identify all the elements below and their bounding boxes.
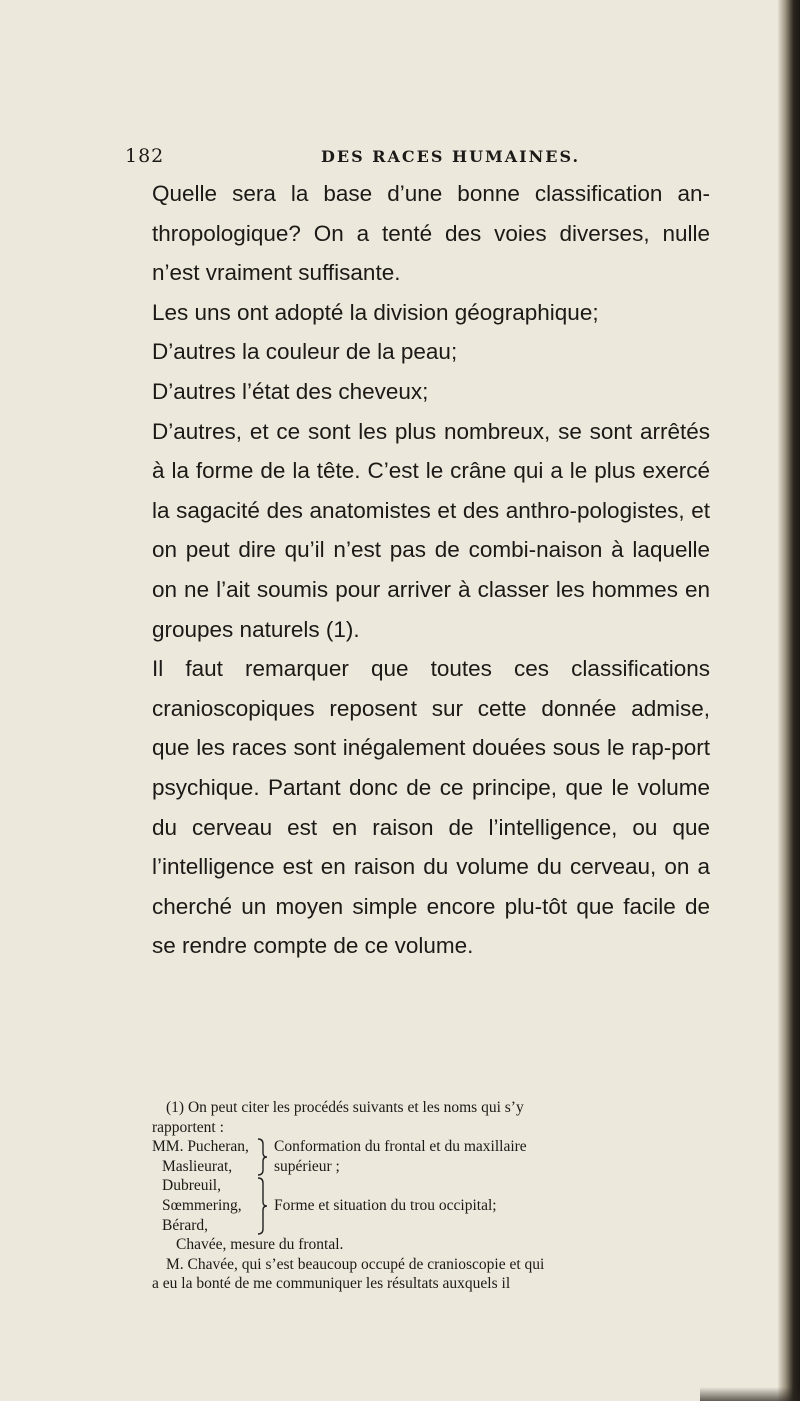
footnote-group-frontal [152, 1137, 714, 1176]
brace-icon [256, 1177, 272, 1235]
author-name: Dubreuil, [162, 1177, 221, 1195]
brace-icon [256, 1138, 272, 1176]
body-text [152, 174, 710, 966]
paragraph: Les uns ont adopté la division géographique; [152, 299, 599, 325]
page-edge-shadow [778, 0, 800, 1401]
paragraph: D’autres, et ce sont les plus nombreux, se sont arrêtés à la forme de la tête. C’est le crâne qui a le plus exercé la sagacité des anatomistes et des anthro-pologistes, et on peut dire qu’il n’est pas de combi-naison à laquelle on ne l’ait soumis pour arriver à classer les hommes en groupes naturels (1). [152, 418, 710, 642]
footnote-line: rapportent : [152, 1118, 224, 1136]
footnote-line: Chavée, mesure du frontal. [176, 1236, 344, 1254]
footnote-line: a eu la bonté de me communiquer les résultats auxquels il [152, 1275, 511, 1293]
author-name: MM. Pucheran, [152, 1138, 249, 1156]
paragraph: Il faut remarquer que toutes ces classifications cranioscopiques reposent sur cette donnée admise, que les races sont inégalement douées sous le rap-port psychique. Partant donc de ce principe, que le volume du cerveau est en raison de l’intelligence, ou que l’intelligence est en raison du volume du cerveau, on a cherché un moyen simple encore plu-tôt que facile de se rendre compte de ce volume. [152, 656, 710, 959]
footnote [152, 1098, 714, 1294]
running-head: DES RACES HUMAINES. [321, 147, 581, 166]
author-name: Bérard, [162, 1216, 209, 1234]
description-line: Forme et situation du trou occipital; [274, 1196, 497, 1214]
author-name: Sœmmering, [162, 1196, 242, 1214]
description-line: supérieur ; [274, 1157, 340, 1175]
method-description [272, 1196, 497, 1216]
page-bottom-shadow [700, 1387, 800, 1401]
footnote-group-occipital [152, 1176, 714, 1235]
page-number: 182 [125, 145, 165, 167]
paragraph: Quelle sera la base d’une bonne classification an-thropologique? On a tenté des voies diverses, nulle n’est vraiment suffisante. [152, 181, 710, 286]
author-list [152, 1176, 256, 1235]
page-header [125, 145, 725, 169]
author-list [152, 1137, 256, 1176]
description-line: Conformation du frontal et du maxillaire [274, 1138, 527, 1156]
author-name: Maslieurat, [162, 1157, 233, 1175]
footnote-line: M. Chavée, qui s’est beaucoup occupé de cranioscopie et qui [166, 1255, 545, 1273]
footnote-line: (1) On peut citer les procédés suivants et les noms qui s’y [166, 1099, 524, 1116]
paragraph: D’autres l’état des cheveux; [152, 378, 429, 404]
method-description [272, 1137, 527, 1176]
paragraph: D’autres la couleur de la peau; [152, 339, 458, 365]
